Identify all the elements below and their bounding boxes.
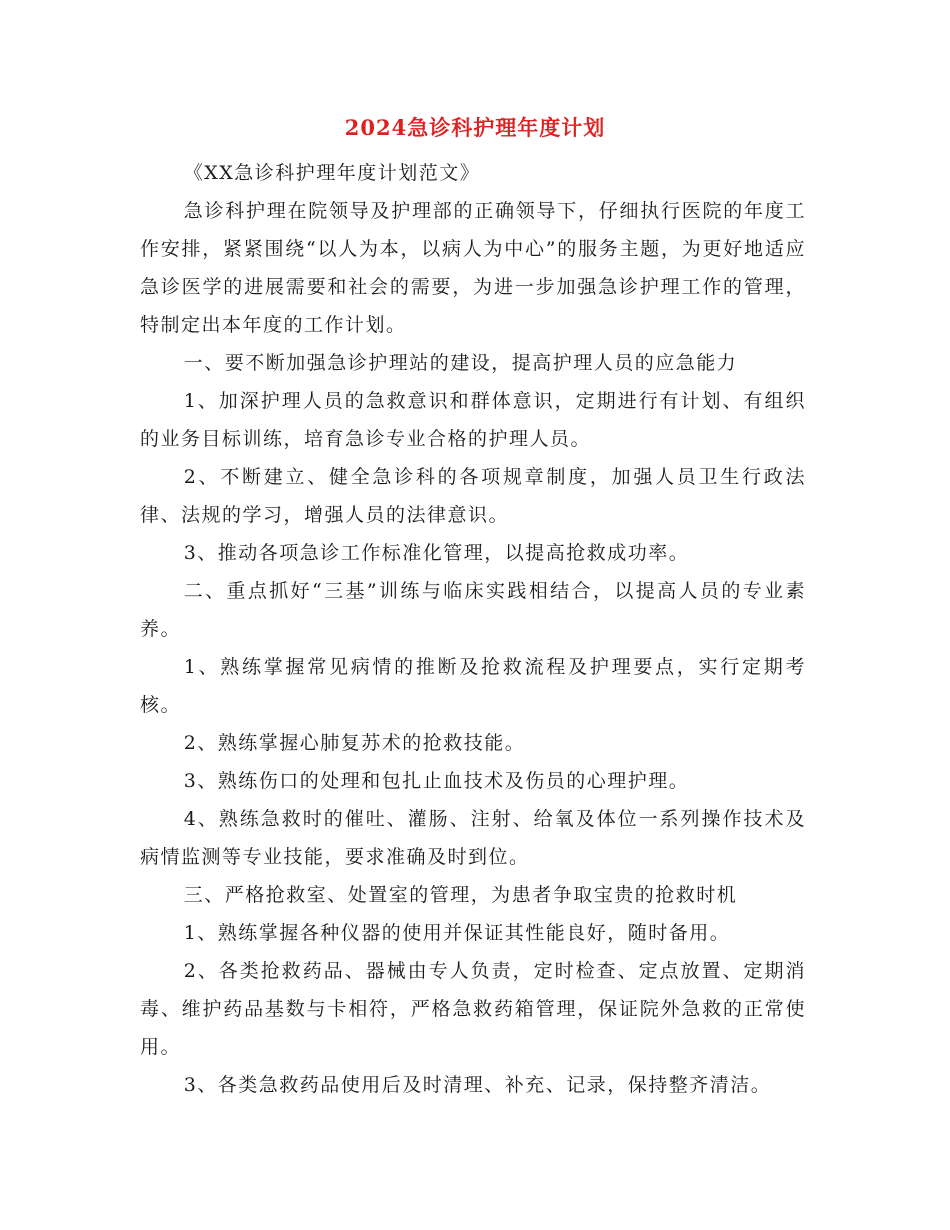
section-1-item-3: 3、推动各项急诊工作标准化管理，以提高抢救成功率。 (183, 542, 690, 564)
section-2-item-2: 2、熟练掌握心肺复苏术的抢救技能。 (183, 732, 526, 754)
section-3-item-2: 2、各类抢救药品、器械由专人负责，定时检查、定点放置、定期消毒、维护药品基数与卡相符，严格急救药箱管理，保证院外急救的正常使用。 (140, 960, 806, 1058)
section-2-item-1: 1、熟练掌握常见病情的推断及抢救流程及护理要点，实行定期考核。 (140, 656, 806, 716)
document-body (140, 154, 806, 1104)
section-heading-1: 一、要不断加强急诊护理站的建设，提高护理人员的应急能力 (183, 352, 738, 374)
section-1-item-1: 1、加深护理人员的急救意识和群体意识，定期进行有计划、有组织的业务目标训练，培育急诊专业合格的护理人员。 (140, 390, 806, 450)
section-1-item-2: 2、不断建立、健全急诊科的各项规章制度，加强人员卫生行政法律、法规的学习，增强人员的法律意识。 (140, 466, 806, 526)
intro-paragraph: 急诊科护理在院领导及护理部的正确领导下，仔细执行医院的年度工作安排，紧紧围绕“以人为本，以病人为中心”的服务主题，为更好地适应急诊医学的进展需要和社会的需要，为进一步加强急诊护理工作的管理，特制定出本年度的工作计划。 (140, 200, 806, 336)
section-2-item-3: 3、熟练伤口的处理和包扎止血技术及伤员的心理护理。 (183, 770, 690, 792)
section-2-item-4: 4、熟练急救时的催吐、灌肠、注射、给氧及体位一系列操作技术及病情监测等专业技能，要求准确及时到位。 (140, 808, 806, 868)
section-3-item-1: 1、熟练掌握各种仪器的使用并保证其性能良好，随时备用。 (183, 922, 731, 944)
document-title: 2024急诊科护理年度计划 (344, 115, 606, 140)
section-3-item-3: 3、各类急救药品使用后及时清理、补充、记录，保持整齐清洁。 (183, 1074, 772, 1096)
section-heading-2: 二、重点抓好“三基”训练与临床实践相结合，以提高人员的专业素养。 (140, 580, 806, 640)
section-heading-3: 三、严格抢救室、处置室的管理，为患者争取宝贵的抢救时机 (183, 884, 738, 906)
doc-heading-line: 《XX急诊科护理年度计划范文》 (183, 162, 481, 184)
